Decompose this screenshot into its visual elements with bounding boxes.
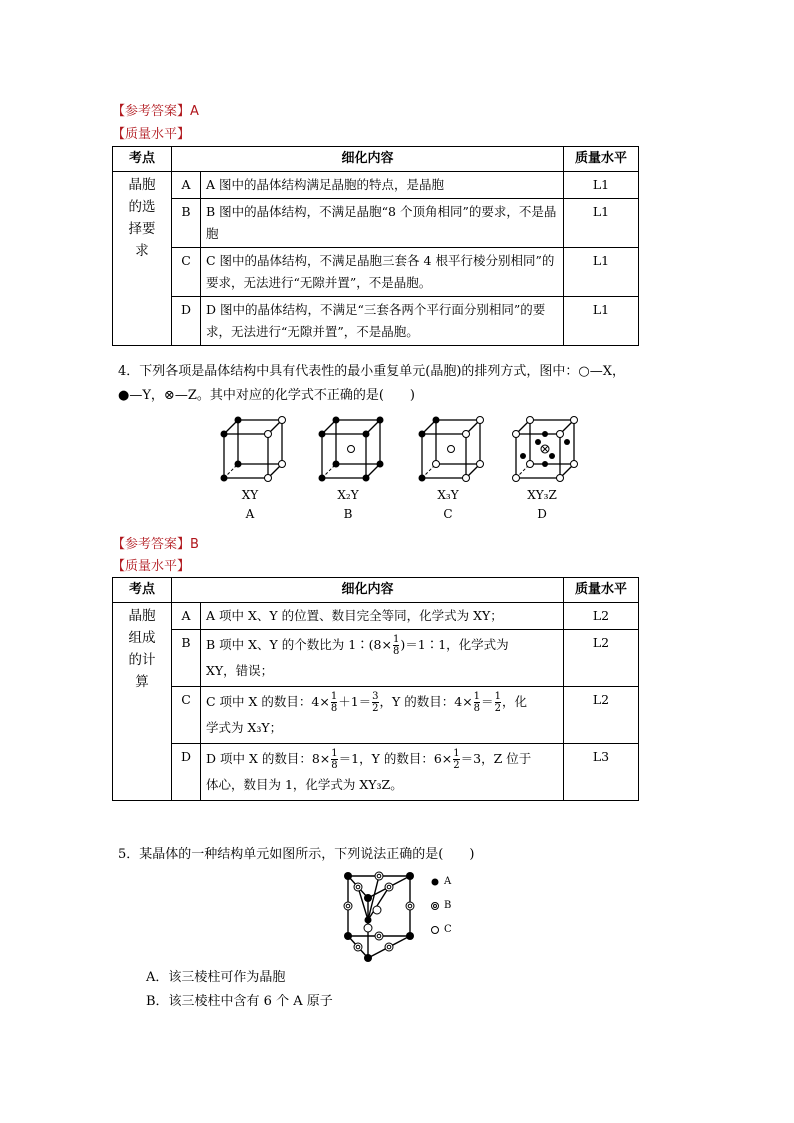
letter-b: B bbox=[343, 507, 353, 521]
content-cell: A 项中 X、Y 的位置、数目完全等同，化学式为 XY； bbox=[201, 603, 564, 630]
level-cell: L1 bbox=[564, 248, 639, 297]
level-cell: L1 bbox=[564, 297, 639, 346]
denominator: 2 bbox=[453, 760, 460, 771]
q5-option-a: A．该三棱柱可作为晶胞 bbox=[146, 970, 286, 985]
answer-value: A bbox=[190, 104, 199, 119]
formula-d: XY₃Z bbox=[527, 488, 557, 502]
numerator: 3 bbox=[372, 691, 379, 702]
text-seg: ，Y 的数目：4× bbox=[379, 694, 473, 709]
answer-tag: 【参考答案】 bbox=[112, 104, 191, 119]
cell-b bbox=[319, 417, 384, 482]
kaodian-cell bbox=[113, 172, 172, 346]
content-cell bbox=[201, 630, 564, 687]
level-cell: L2 bbox=[564, 630, 639, 687]
content-cell bbox=[201, 744, 564, 801]
answer-value: B bbox=[190, 537, 199, 552]
option-cell: A bbox=[172, 603, 201, 630]
letter-c: C bbox=[443, 507, 453, 521]
denominator: 8 bbox=[393, 646, 400, 657]
level-cell: L1 bbox=[564, 172, 639, 199]
fraction bbox=[393, 634, 399, 657]
prism-legend-icons bbox=[428, 874, 442, 938]
answer-label bbox=[112, 533, 199, 552]
q4-stem-line2: ●—Y，⊗—Z。其中对应的化学式不正确的是( ) bbox=[118, 388, 415, 403]
content-cell: D 图中的晶体结构，不满足“三套各两个平行面分别相同”的要求，无法进行“无隙并置”，不是晶胞。 bbox=[201, 297, 564, 346]
quality-table-q4 bbox=[112, 577, 639, 801]
fraction bbox=[474, 691, 480, 714]
text-seg: B 项中 X、Y 的个数比为 1∶(8× bbox=[206, 637, 392, 652]
cell-c bbox=[419, 417, 484, 482]
text-seg: 学式为 X₃Y； bbox=[206, 720, 283, 735]
header-kaodian: 考点 bbox=[113, 578, 172, 603]
denominator: 8 bbox=[331, 760, 338, 771]
letter-d: D bbox=[537, 507, 547, 521]
formula-c: X₃Y bbox=[437, 488, 459, 502]
fraction bbox=[331, 691, 337, 714]
content-cell: B 图中的晶体结构，不满足晶胞“8 个顶角相同”的要求，不是晶胞 bbox=[201, 199, 564, 248]
option-cell: C bbox=[172, 687, 201, 744]
header-content: 细化内容 bbox=[172, 578, 564, 603]
fraction bbox=[495, 691, 501, 714]
kaodian-text: 晶胞组成的计算 bbox=[128, 608, 156, 690]
option-cell: C bbox=[172, 248, 201, 297]
numerator: 1 bbox=[453, 748, 460, 759]
option-cell: A bbox=[172, 172, 201, 199]
kaodian-cell bbox=[113, 603, 172, 801]
denominator: 2 bbox=[372, 703, 379, 714]
option-cell: D bbox=[172, 744, 201, 801]
cell-d bbox=[513, 417, 578, 482]
fraction bbox=[453, 748, 459, 771]
numerator: 1 bbox=[330, 691, 338, 702]
denominator: 8 bbox=[473, 703, 481, 714]
text-seg: XY，错误； bbox=[206, 663, 274, 678]
level-cell: L3 bbox=[564, 744, 639, 801]
text-seg: )＝1∶1，化学式为 bbox=[400, 637, 509, 652]
header-level: 质量水平 bbox=[564, 147, 639, 172]
q4-stem-line1: 4．下列各项是晶体结构中具有代表性的最小重复单元(晶胞)的排列方式，图中：○—X， bbox=[118, 364, 626, 379]
option-cell: D bbox=[172, 297, 201, 346]
quality-label: 【质量水平】 bbox=[112, 559, 191, 574]
content-cell: C 图中的晶体结构，不满足晶胞三套各 4 根平行棱分别相同”的要求，无法进行“无隙并置”，不是晶胞。 bbox=[201, 248, 564, 297]
numerator: 1 bbox=[393, 634, 400, 645]
denominator: 8 bbox=[330, 703, 338, 714]
level-cell: L1 bbox=[564, 199, 639, 248]
option-cell: B bbox=[172, 630, 201, 687]
fraction bbox=[372, 691, 378, 714]
text-seg: C 项中 X 的数目：4× bbox=[206, 694, 330, 709]
quality-label: 【质量水平】 bbox=[112, 127, 191, 142]
text-seg: D 项中 X 的数目：8× bbox=[206, 751, 331, 766]
content-cell bbox=[201, 687, 564, 744]
header-content: 细化内容 bbox=[172, 147, 564, 172]
level-cell: L2 bbox=[564, 687, 639, 744]
kaodian-text: 晶胞的选择要求 bbox=[128, 177, 156, 259]
content-cell: A 图中的晶体结构满足晶胞的特点，是晶胞 bbox=[201, 172, 564, 199]
text-seg: 体心，数目为 1，化学式为 XY₃Z。 bbox=[206, 777, 403, 792]
formula-b: X₂Y bbox=[337, 488, 359, 502]
quality-table-q3 bbox=[112, 146, 639, 346]
unit-cell-figures bbox=[210, 412, 590, 487]
header-kaodian: 考点 bbox=[113, 147, 172, 172]
numerator: 1 bbox=[331, 748, 338, 759]
cell-a bbox=[221, 417, 286, 482]
letter-a: A bbox=[245, 507, 255, 521]
header-level: 质量水平 bbox=[564, 578, 639, 603]
text-seg: ＝ bbox=[481, 694, 494, 709]
text-seg: ＋1＝ bbox=[338, 694, 372, 709]
legend-c: C bbox=[444, 924, 452, 935]
q5-stem: 5．某晶体的一种结构单元如图所示，下列说法正确的是( ) bbox=[118, 847, 475, 862]
q5-option-b: B．该三棱柱中含有 6 个 A 原子 bbox=[146, 994, 333, 1009]
text-seg: ，化 bbox=[501, 694, 527, 709]
text-seg: ＝3，Z 位于 bbox=[460, 751, 532, 766]
legend-b: B bbox=[444, 900, 452, 911]
denominator: 2 bbox=[494, 703, 501, 714]
text-seg: ＝1，Y 的数目：6× bbox=[338, 751, 453, 766]
numerator: 1 bbox=[494, 691, 501, 702]
option-cell: B bbox=[172, 199, 201, 248]
answer-label bbox=[112, 100, 199, 119]
answer-tag: 【参考答案】 bbox=[112, 537, 191, 552]
legend-a: A bbox=[444, 876, 452, 887]
numerator: 1 bbox=[473, 691, 481, 702]
level-cell: L2 bbox=[564, 603, 639, 630]
formula-a: XY bbox=[241, 488, 259, 502]
fraction bbox=[331, 748, 337, 771]
